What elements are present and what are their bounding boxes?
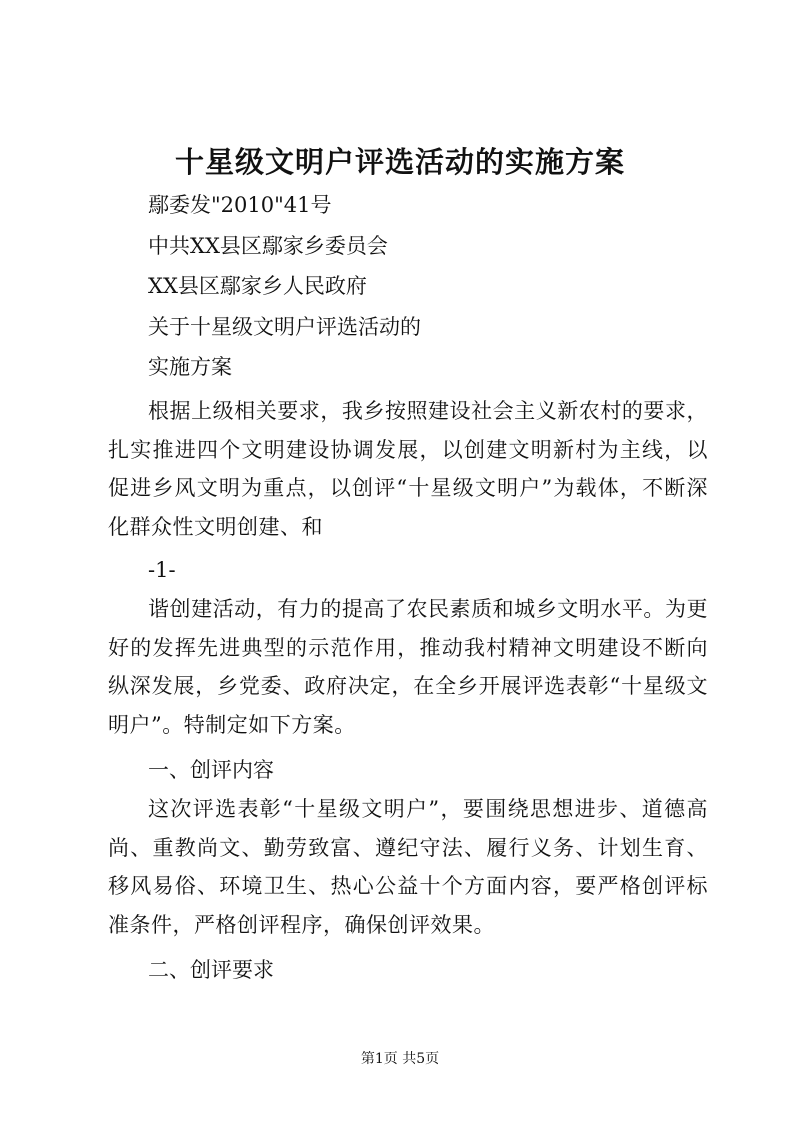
- intro-paragraph: 根据上级相关要求，我乡按照建设社会主义新农村的要求，扎实推进四个文明建设协调发展，以创建文明新村为主线，以促进乡风文明为重点，以创评“十星级文明户”为载体，不断深化群众性文明创建、和: [108, 399, 708, 539]
- document-title: 十星级文明户评选活动的实施方案: [174, 145, 625, 179]
- section-heading-requirements: 二、创评要求: [148, 958, 274, 982]
- subject-line-2: 实施方案: [148, 355, 232, 379]
- purpose-paragraph: 谐创建活动，有力的提高了农民素质和城乡文明水平。为更好的发挥先进典型的示范作用，推动我村精神文明建设不断向纵深发展，乡党委、政府决定，在全乡开展评选表彰“十星级文明户”。特制定如下方案。: [108, 597, 708, 737]
- content-paragraph: 这次评选表彰“十星级文明户”，要围绕思想进步、道德高尚、重教尚文、勤劳致富、遵纪守法、履行义务、计划生育、移风易俗、环境卫生、热心公益十个方面内容，要严格创评标准条件，严格创评程序，确保创评效果。: [108, 797, 708, 937]
- subject-line-1: 关于十星级文明户评选活动的: [148, 315, 421, 339]
- issuer-committee: 中共XX县区鄢家乡委员会: [148, 234, 388, 258]
- page-footer: 第1页 共5页: [360, 1051, 440, 1067]
- page-marker: -1-: [148, 558, 176, 582]
- section-heading-content: 一、创评内容: [148, 758, 274, 782]
- document-number: 鄢委发"2010"41号: [148, 193, 332, 217]
- issuer-government: XX县区鄢家乡人民政府: [148, 274, 367, 298]
